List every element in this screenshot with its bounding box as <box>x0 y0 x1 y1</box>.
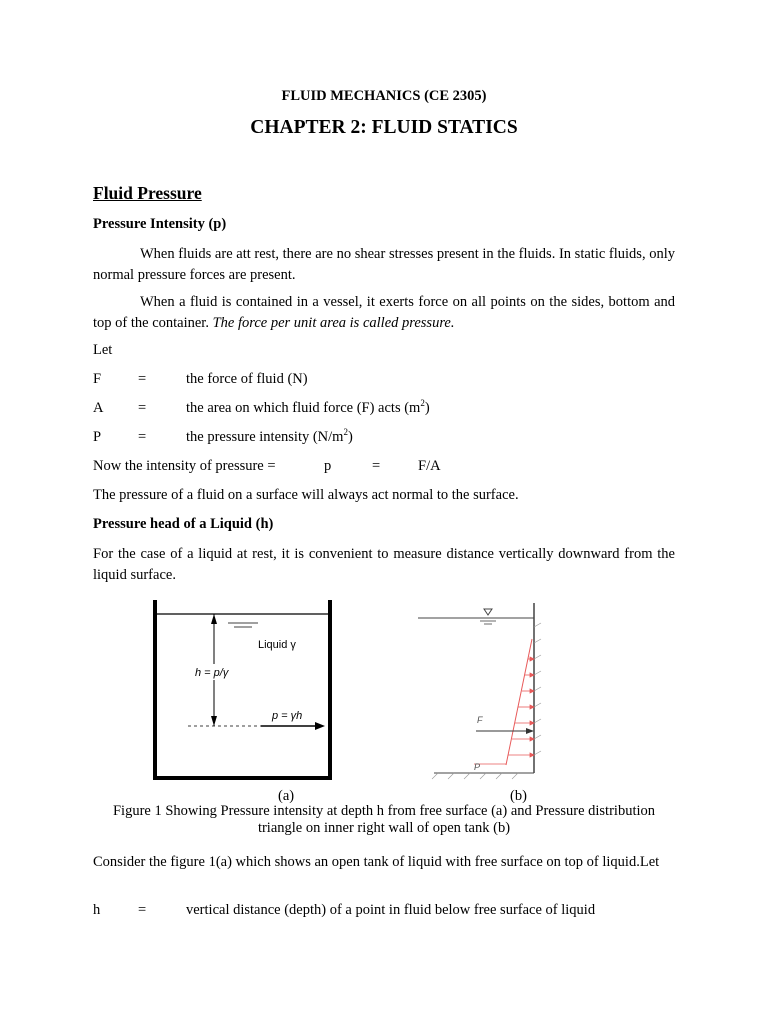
pressure-label: P <box>474 762 481 772</box>
def-equals: = <box>138 400 147 416</box>
pressure-triangle-edge <box>506 639 532 765</box>
surface-triangle-icon <box>484 609 492 615</box>
let-label: Let <box>93 342 113 358</box>
def-text-force: the force of fluid (N) <box>186 371 308 387</box>
head-label: h = p/γ <box>195 667 229 679</box>
tank-right-wall <box>328 600 332 780</box>
intensity-expression: F/A <box>418 458 441 474</box>
figure-b-tag: (b) <box>510 788 527 804</box>
pressure-arrows <box>508 657 534 757</box>
pressure-arrow-head <box>315 722 325 730</box>
paragraph-liquid-rest: For the case of a liquid at rest, it is convenient to measure distance vertically downward from the liquid surface. <box>93 546 675 583</box>
chapter-title: CHAPTER 2: FLUID STATICS <box>250 117 518 138</box>
figure-caption-line1: Figure 1 Showing Pressure intensity at depth h from free surface (a) and Pressure distribution <box>112 803 655 819</box>
def-text-area: the area on which fluid force (F) acts $(m^2)$ <box>186 398 430 416</box>
figure-caption-line2: triangle on inner right wall of open tank (b) <box>257 820 511 836</box>
arrow-up-head <box>211 614 217 624</box>
figure-b-pressure-triangle <box>414 603 554 783</box>
def-equals: = <box>138 371 147 387</box>
paragraph-vessel <box>93 292 675 334</box>
def-text-depth: vertical distance (depth) of a point in fluid below free surface of liquid <box>186 902 596 918</box>
paragraph-static-fluids: When fluids are att rest, there are no shear stresses present in the fluids. In static fluids, only normal pressure forces are present. <box>93 246 675 283</box>
wall-hatching <box>534 623 541 755</box>
figure-a-tag: (a) <box>278 788 295 804</box>
def-text-pressure: the pressure intensity $(N/m^2)$ <box>186 427 353 445</box>
figure-a-open-tank <box>148 598 338 784</box>
def-equals: = <box>138 902 147 918</box>
def-symbol-f: F <box>93 371 102 387</box>
tank-left-wall <box>153 600 157 780</box>
intensity-label: Now the intensity of pressure = <box>93 458 276 474</box>
def-symbol-p: P <box>93 429 102 445</box>
paragraph-vessel-text: When a fluid is contained in a vessel, it exerts force on all points on the sides, bottom and top of the container. <box>93 294 675 331</box>
paragraph-open-tank: Consider the figure 1(a) which shows an open tank of liquid with free surface on top of liquid.Let <box>93 854 660 870</box>
pressure-label: p = γh <box>272 710 303 722</box>
pressure-definition: The force per unit area is called pressure. <box>212 315 455 331</box>
def-symbol-a: A <box>93 400 104 416</box>
course-title: FLUID MECHANICS (CE 2305) <box>281 88 487 104</box>
ground-hatching <box>432 773 518 779</box>
liquid-label: Liquid γ <box>258 639 296 651</box>
section-title: Fluid Pressure <box>93 183 202 203</box>
subheading-pressure-intensity: Pressure Intensity (p) <box>93 216 227 232</box>
subheading-pressure-head: Pressure head of a Liquid (h) <box>93 516 274 532</box>
def-symbol-h: h <box>93 902 101 918</box>
force-label: F <box>477 715 483 725</box>
normal-note: The pressure of a fluid on a surface will always act normal to the surface. <box>93 487 519 503</box>
def-equals: = <box>138 429 147 445</box>
arrow-down-head <box>211 716 217 726</box>
intensity-equals: = <box>372 458 381 474</box>
tank-bottom <box>153 776 332 780</box>
intensity-symbol: p <box>324 458 332 474</box>
resultant-force-head <box>526 728 534 734</box>
